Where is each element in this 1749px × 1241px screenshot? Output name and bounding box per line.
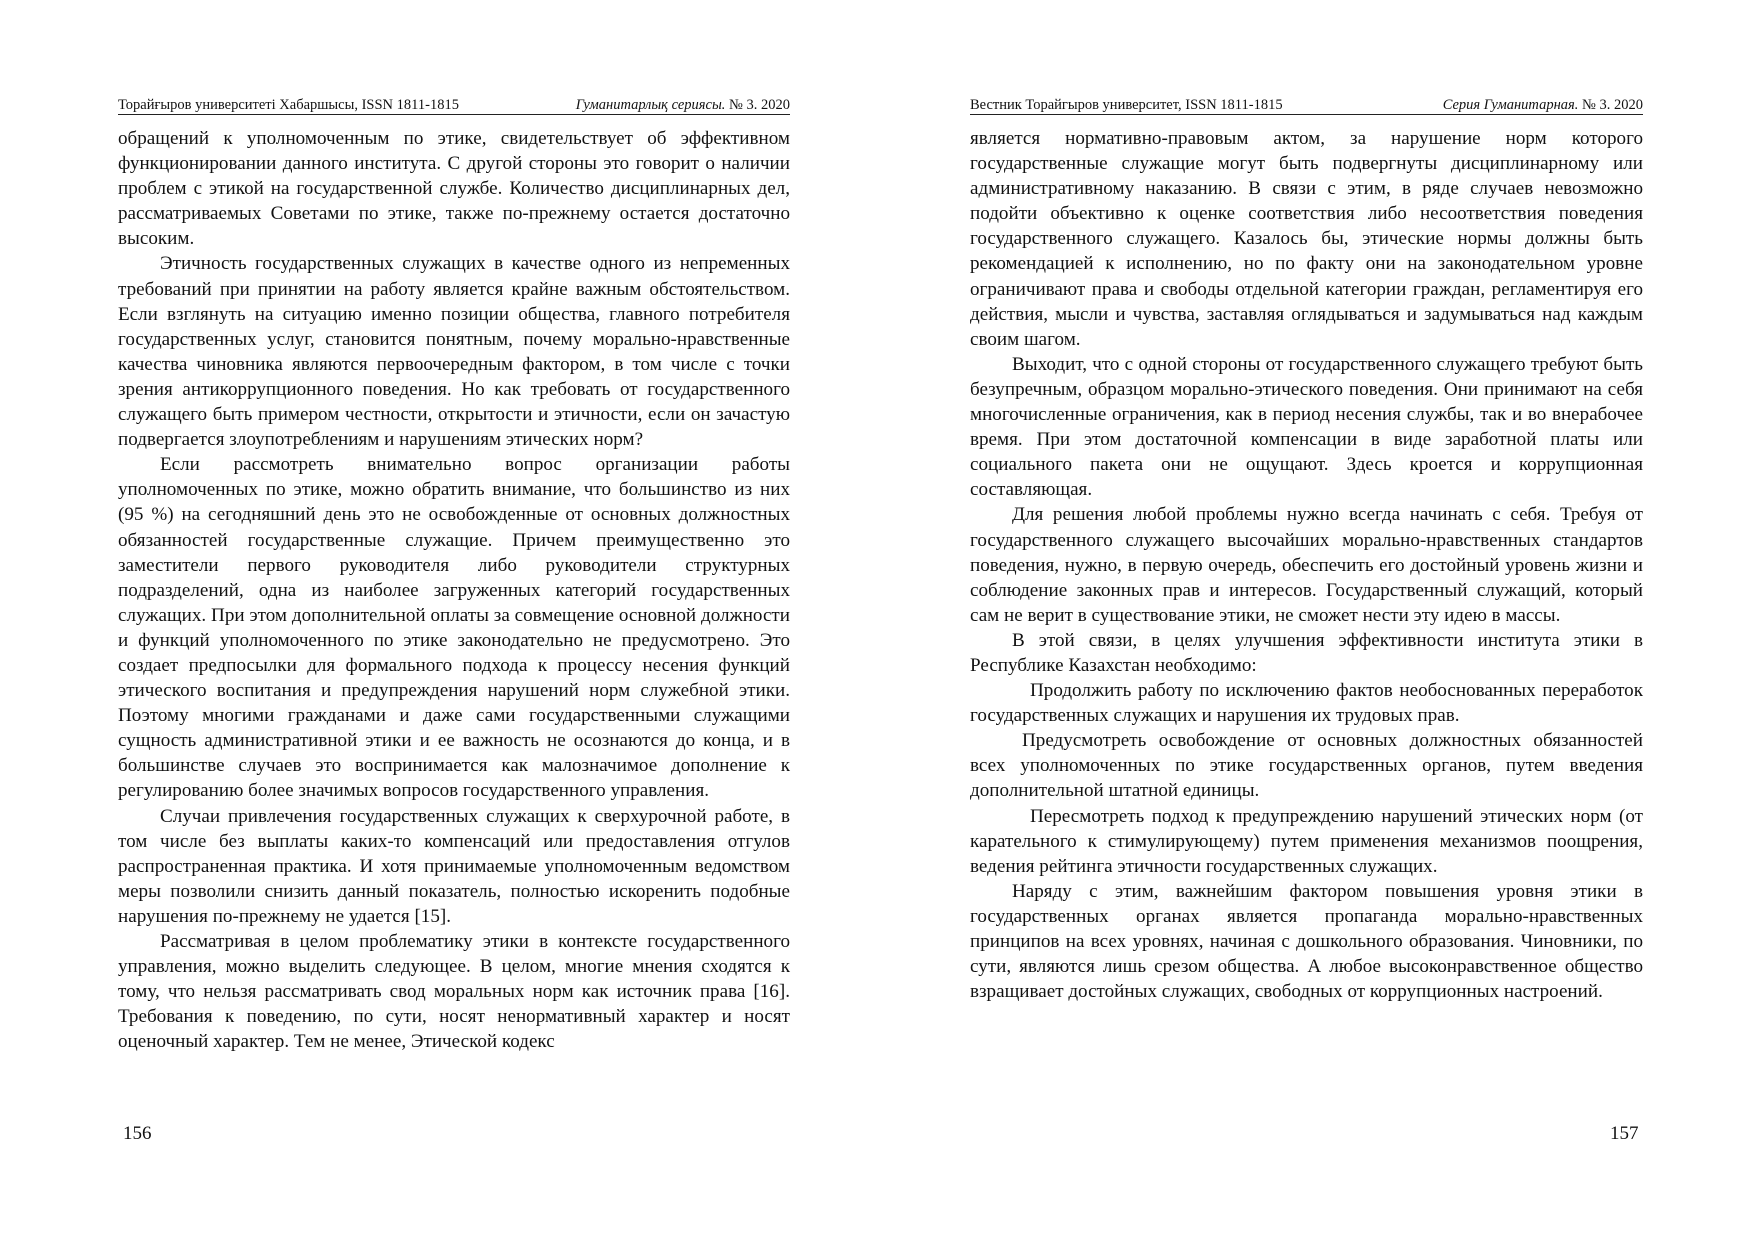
paragraph: Случаи привлечения государственных служащих к сверхурочной работе, в том числе без выплаты каких-то компенсаций или предоставления отгулов распространенная практика. И хотя принимаемые уполномоченным ведомством меры позволили снизить данный показатель, полностью искоренить подобные нарушения по-прежнему не удается [15].	[118, 805, 790, 927]
series-name: Гуманитарлық сериясы.	[575, 97, 726, 113]
left-page	[0, 0, 874, 1241]
page-number: 156	[123, 1123, 152, 1144]
paragraph: Для решения любой проблемы нужно всегда начинать с себя. Требуя от государственного служащего высочайших морально-нравственных стандартов поведения, нужно, в первую очередь, обеспечить его достойный уровень жизни и соблюдение законных прав и интересов. Государственный служащий, который сам не верит в существование этики, не сможет нести эту идею в массы.	[970, 504, 1643, 626]
right-page	[875, 0, 1749, 1241]
page-body	[118, 126, 790, 1054]
running-header	[970, 92, 1643, 115]
issue-number: № 3. 2020	[1578, 97, 1643, 113]
paragraph: обращений к уполномоченным по этике, свидетельствует об эффективном функционировании данного института. С другой стороны это говорит о наличии проблем с этикой на государственной службе. Количество дисциплинарных дел, рассматриваемых Советами по этике, также по-прежнему остается достаточно высоким.	[118, 128, 790, 250]
journal-title: Вестник Торайгыров университет, ISSN 1811-1815	[970, 97, 1283, 113]
list-item: Продолжить работу по исключению фактов необоснованных переработок государственных служащих и нарушения их трудовых прав.	[970, 680, 1643, 727]
page-body	[970, 126, 1643, 1004]
issue-number: № 3. 2020	[725, 97, 790, 113]
page-number: 157	[1610, 1123, 1639, 1144]
paragraph: Наряду с этим, важнейшим фактором повышения уровня этики в государственных органах является пропаганда морально-нравственных принципов на всех уровнях, начиная с дошкольного образования. Чиновники, по сути, являются лишь срезом общества. А любое высоконравственное общество взращивает достойных служащих, свободных от коррупционных настроений.	[970, 880, 1643, 1003]
series-name: Серия Гуманитарная.	[1442, 97, 1579, 113]
paragraph: Этичность государственных служащих в качестве одного из непременных требований при принятии на работу является крайне важным обстоятельством. Если взглянуть на ситуацию именно позиции общества, главного потребителя государственных услуг, становится понятным, почему морально-нравственные качества чиновника являются первоочередным фактором, в том числе с точки зрения антикоррупционного поведения. Но как требовать от государственного служащего быть примером честности, открытости и этичности, если он зачастую подвергается злоупотреблениям и нарушениям этических норм?	[118, 253, 790, 451]
journal-title: Торайғыров университеті Хабаршысы, ISSN 1811-1815	[118, 97, 459, 113]
list-item: Предусмотреть освобождение от основных должностных обязанностей всех уполномоченных по этике государственных органов, путем введения дополнительной штатной единицы.	[970, 730, 1643, 802]
running-header	[118, 92, 790, 115]
list-item: Пересмотреть подход к предупреждению нарушений этических норм (от карательного к стимулирующему) путем применения механизмов поощрения, ведения рейтинга этичности государственных служащих.	[970, 805, 1643, 877]
paragraph: Если рассмотреть внимательно вопрос организации работы уполномоченных по этике, можно обратить внимание, что большинство из них (95 %) на сегодняшний день это не освобожденные от основных должностных обязанностей государственные служащие. Причем преимущественно это заместители первого руководителя либо руководители структурных подразделений, одна из наиболее загруженных категорий государственных служащих. При этом дополнительной оплаты за совмещение основной должности и функций уполномоченного по этике законодательно не предусмотрено. Это создает предпосылки для формального подхода к процессу несения функций этического воспитания и предупреждения нарушений норм служебной этики. Поэтому многими гражданами и даже сами государственными служащими сущность административной этики и ее важность не осознаются до конца, и в большинстве случаев это воспринимается как малозначимое дополнение к регулированию более значимых вопросов государственного управления.	[118, 454, 790, 802]
paragraph: Рассматривая в целом проблематику этики в контексте государственного управления, можно выделить следующее. В целом, многие мнения сходятся к тому, что нельзя рассматривать свод моральных норм как источник права [16]. Требования к поведению, по сути, носят ненормативный характер и носят оценочный характер. Тем не менее, Этической кодекс	[118, 931, 790, 1053]
paragraph: Выходит, что с одной стороны от государственного служащего требуют быть безупречным, образцом морально-этического поведения. Они принимают на себя многочисленные ограничения, как в период несения службы, так и во внерабочее время. При этом достаточной компенсации в виде заработной платы или социального пакета они не ощущают. Здесь кроется и коррупционная составляющая.	[970, 353, 1643, 501]
paragraph: является нормативно-правовым актом, за нарушение норм которого государственные служащие могут быть подвергнуты дисциплинарному или административному наказанию. В связи с этим, в ряде случаев невозможно подойти объективно к оценке соответствия либо несоответствия поведения государственного служащего. Казалось бы, этические нормы должны быть рекомендацией к исполнению, но по факту они на законодательном уровне ограничивают права и свободы отдельной категории граждан, регламентируя его действия, мысли и чувства, заставляя оглядываться и задумываться над каждым своим шагом.	[970, 128, 1643, 350]
paragraph: В этой связи, в целях улучшения эффективности института этики в Республике Казахстан необходимо:	[970, 629, 1643, 676]
series-title	[576, 97, 790, 114]
series-title	[1443, 97, 1643, 114]
